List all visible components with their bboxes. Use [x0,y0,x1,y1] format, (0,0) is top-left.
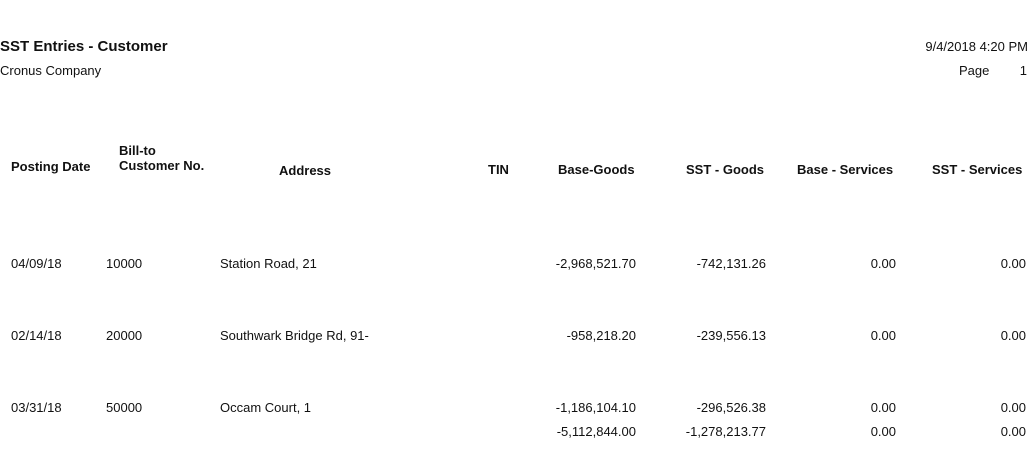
row-2-posting-date: 02/14/18 [11,328,62,343]
row-1-sst-services: 0.00 [1000,256,1026,271]
row-1-customer-no: 10000 [106,256,143,271]
row-1-address: Station Road, 21 [220,256,317,271]
row-1-base-services: 0.00 [870,256,896,271]
page-number: 1 [1019,63,1027,78]
row-3-sst-services: 0.00 [1000,400,1026,415]
column-header-bill-to-line1: Bill-to [119,143,156,158]
row-2-customer-no: 20000 [106,328,143,343]
row-1-posting-date: 04/09/18 [11,256,62,271]
row-2-address: Southwark Bridge Rd, 91- [220,328,369,343]
row-1-sst-goods: -742,131.26 [696,256,766,271]
column-header-tin: TIN [488,162,509,177]
column-header-base-goods: Base-Goods [558,162,635,177]
page-label: Page [959,63,990,78]
report-datetime: 9/4/2018 4:20 PM [925,39,1028,54]
company-name: Cronus Company [0,63,102,78]
column-header-base-services: Base - Services [797,162,894,177]
row-2-sst-goods: -239,556.13 [696,328,766,343]
row-3-base-goods: -1,186,104.10 [555,400,636,415]
row-3-sst-goods: -296,526.38 [696,400,766,415]
row-3-base-services: 0.00 [870,400,896,415]
row-3-address: Occam Court, 1 [220,400,312,415]
column-header-address: Address [279,163,332,178]
row-3-posting-date: 03/31/18 [11,400,62,415]
column-header-sst-goods: SST - Goods [686,162,764,177]
column-header-posting-date: Posting Date [11,159,91,174]
row-2-sst-services: 0.00 [1000,328,1026,343]
total-base-goods: -5,112,844.00 [556,424,636,439]
total-sst-goods: -1,278,213.77 [685,424,766,439]
report-title: SST Entries - Customer [0,38,168,55]
total-base-services: 0.00 [870,424,896,439]
row-3-customer-no: 50000 [106,400,143,415]
total-sst-services: 0.00 [1000,424,1026,439]
column-header-bill-to-line2: Customer No. [119,158,205,173]
row-2-base-goods: -958,218.20 [566,328,636,343]
column-header-sst-services: SST - Services [932,162,1023,177]
row-2-base-services: 0.00 [870,328,896,343]
row-1-base-goods: -2,968,521.70 [555,256,636,271]
